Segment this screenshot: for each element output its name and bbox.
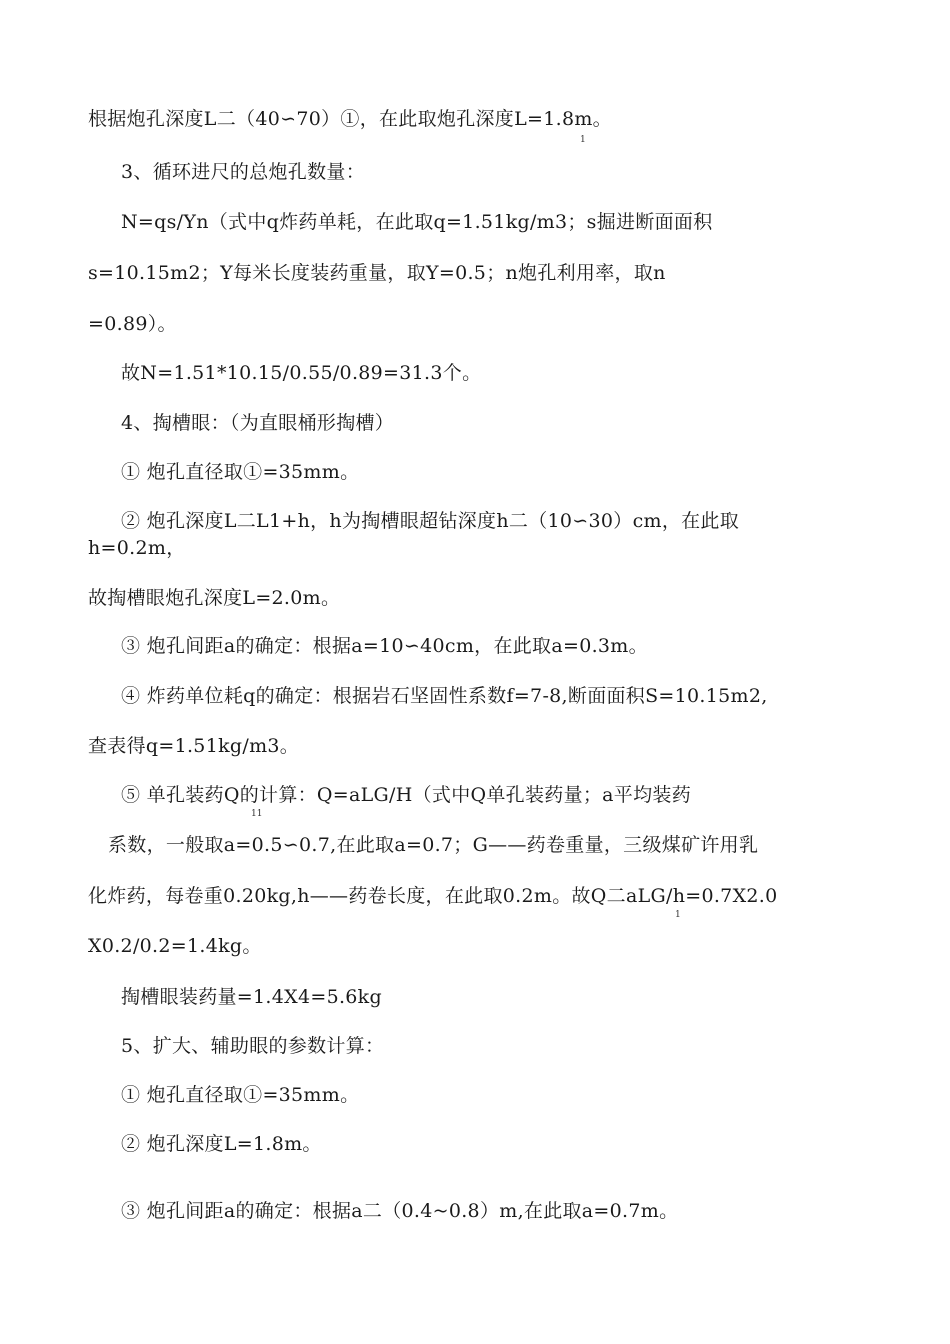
item-cut-diameter: ① 炮孔直径取①=35mm。 bbox=[121, 461, 360, 483]
paragraph-cut-total-charge: 掏槽眼装药量=1.4X4=5.6kg bbox=[121, 986, 382, 1008]
subscript-marker: 1 bbox=[675, 910, 681, 920]
paragraph-charge-coefficient: 系数，一般取a=0.5∽0.7,在此取a=0.7；G——药卷重量，三级煤矿许用乳 bbox=[108, 834, 759, 856]
item-aux-depth: ② 炮孔深度L=1.8m。 bbox=[121, 1133, 322, 1155]
paragraph-n-result: 故N=1.51*10.15/0.55/0.89=31.3个。 bbox=[121, 362, 482, 384]
heading-auxiliary-holes: 5、扩大、辅助眼的参数计算： bbox=[121, 1035, 385, 1057]
heading-cut-holes: 4、掏槽眼：（为直眼桶形掏槽） bbox=[121, 412, 395, 434]
item-explosive-consumption: ④ 炸药单位耗q的确定：根据岩石坚固性系数f=7-8,断面面积S=10.15m2, bbox=[121, 685, 768, 707]
item-cut-depth-value: h=0.2m， bbox=[88, 537, 186, 559]
item-cut-depth: ② 炮孔深度L二L1+h，h为掏槽眼超钻深度h二（10∽30）cm，在此取 bbox=[121, 510, 740, 532]
paragraph-cut-depth-result: 故掏槽眼炮孔深度L=2.0m。 bbox=[88, 587, 341, 609]
paragraph-formula-n-cont: s=10.15m2；Y每米长度装药重量，取Y=0.5；n炮孔利用率，取n bbox=[88, 262, 666, 284]
paragraph-formula-n: N=qs/Yn（式中q炸药单耗，在此取q=1.51kg/m3；s掘进断面面积 bbox=[121, 211, 713, 233]
item-aux-spacing: ③ 炮孔间距a的确定：根据a二（0.4~0.8）m,在此取a=0.7m。 bbox=[121, 1200, 679, 1222]
subscript-marker: 1 bbox=[580, 135, 586, 145]
heading-total-holes: 3、循环进尺的总炮孔数量： bbox=[121, 161, 365, 183]
paragraph-charge-result: X0.2/0.2=1.4kg。 bbox=[88, 935, 262, 957]
item-cut-spacing: ③ 炮孔间距a的确定：根据a=10∽40cm，在此取a=0.3m。 bbox=[121, 635, 648, 657]
paragraph-hole-depth: 根据炮孔深度L二（40∽70）①，在此取炮孔深度L=1.8m。 bbox=[88, 108, 612, 130]
item-aux-diameter: ① 炮孔直径取①=35mm。 bbox=[121, 1084, 360, 1106]
subscript-marker: 11 bbox=[251, 809, 263, 819]
paragraph-charge-emulsion: 化炸药，每卷重0.20kg,h——药卷长度，在此取0.2m。故Q二aLG/h=0.7X2.0 bbox=[88, 885, 778, 907]
paragraph-formula-n-end: =0.89）。 bbox=[88, 313, 177, 335]
paragraph-table-result: 查表得q=1.51kg/m3。 bbox=[88, 735, 300, 757]
item-single-hole-charge: ⑤ 单孔装药Q的计算：Q=aLG/H（式中Q单孔装药量；a平均装药 bbox=[121, 784, 692, 806]
